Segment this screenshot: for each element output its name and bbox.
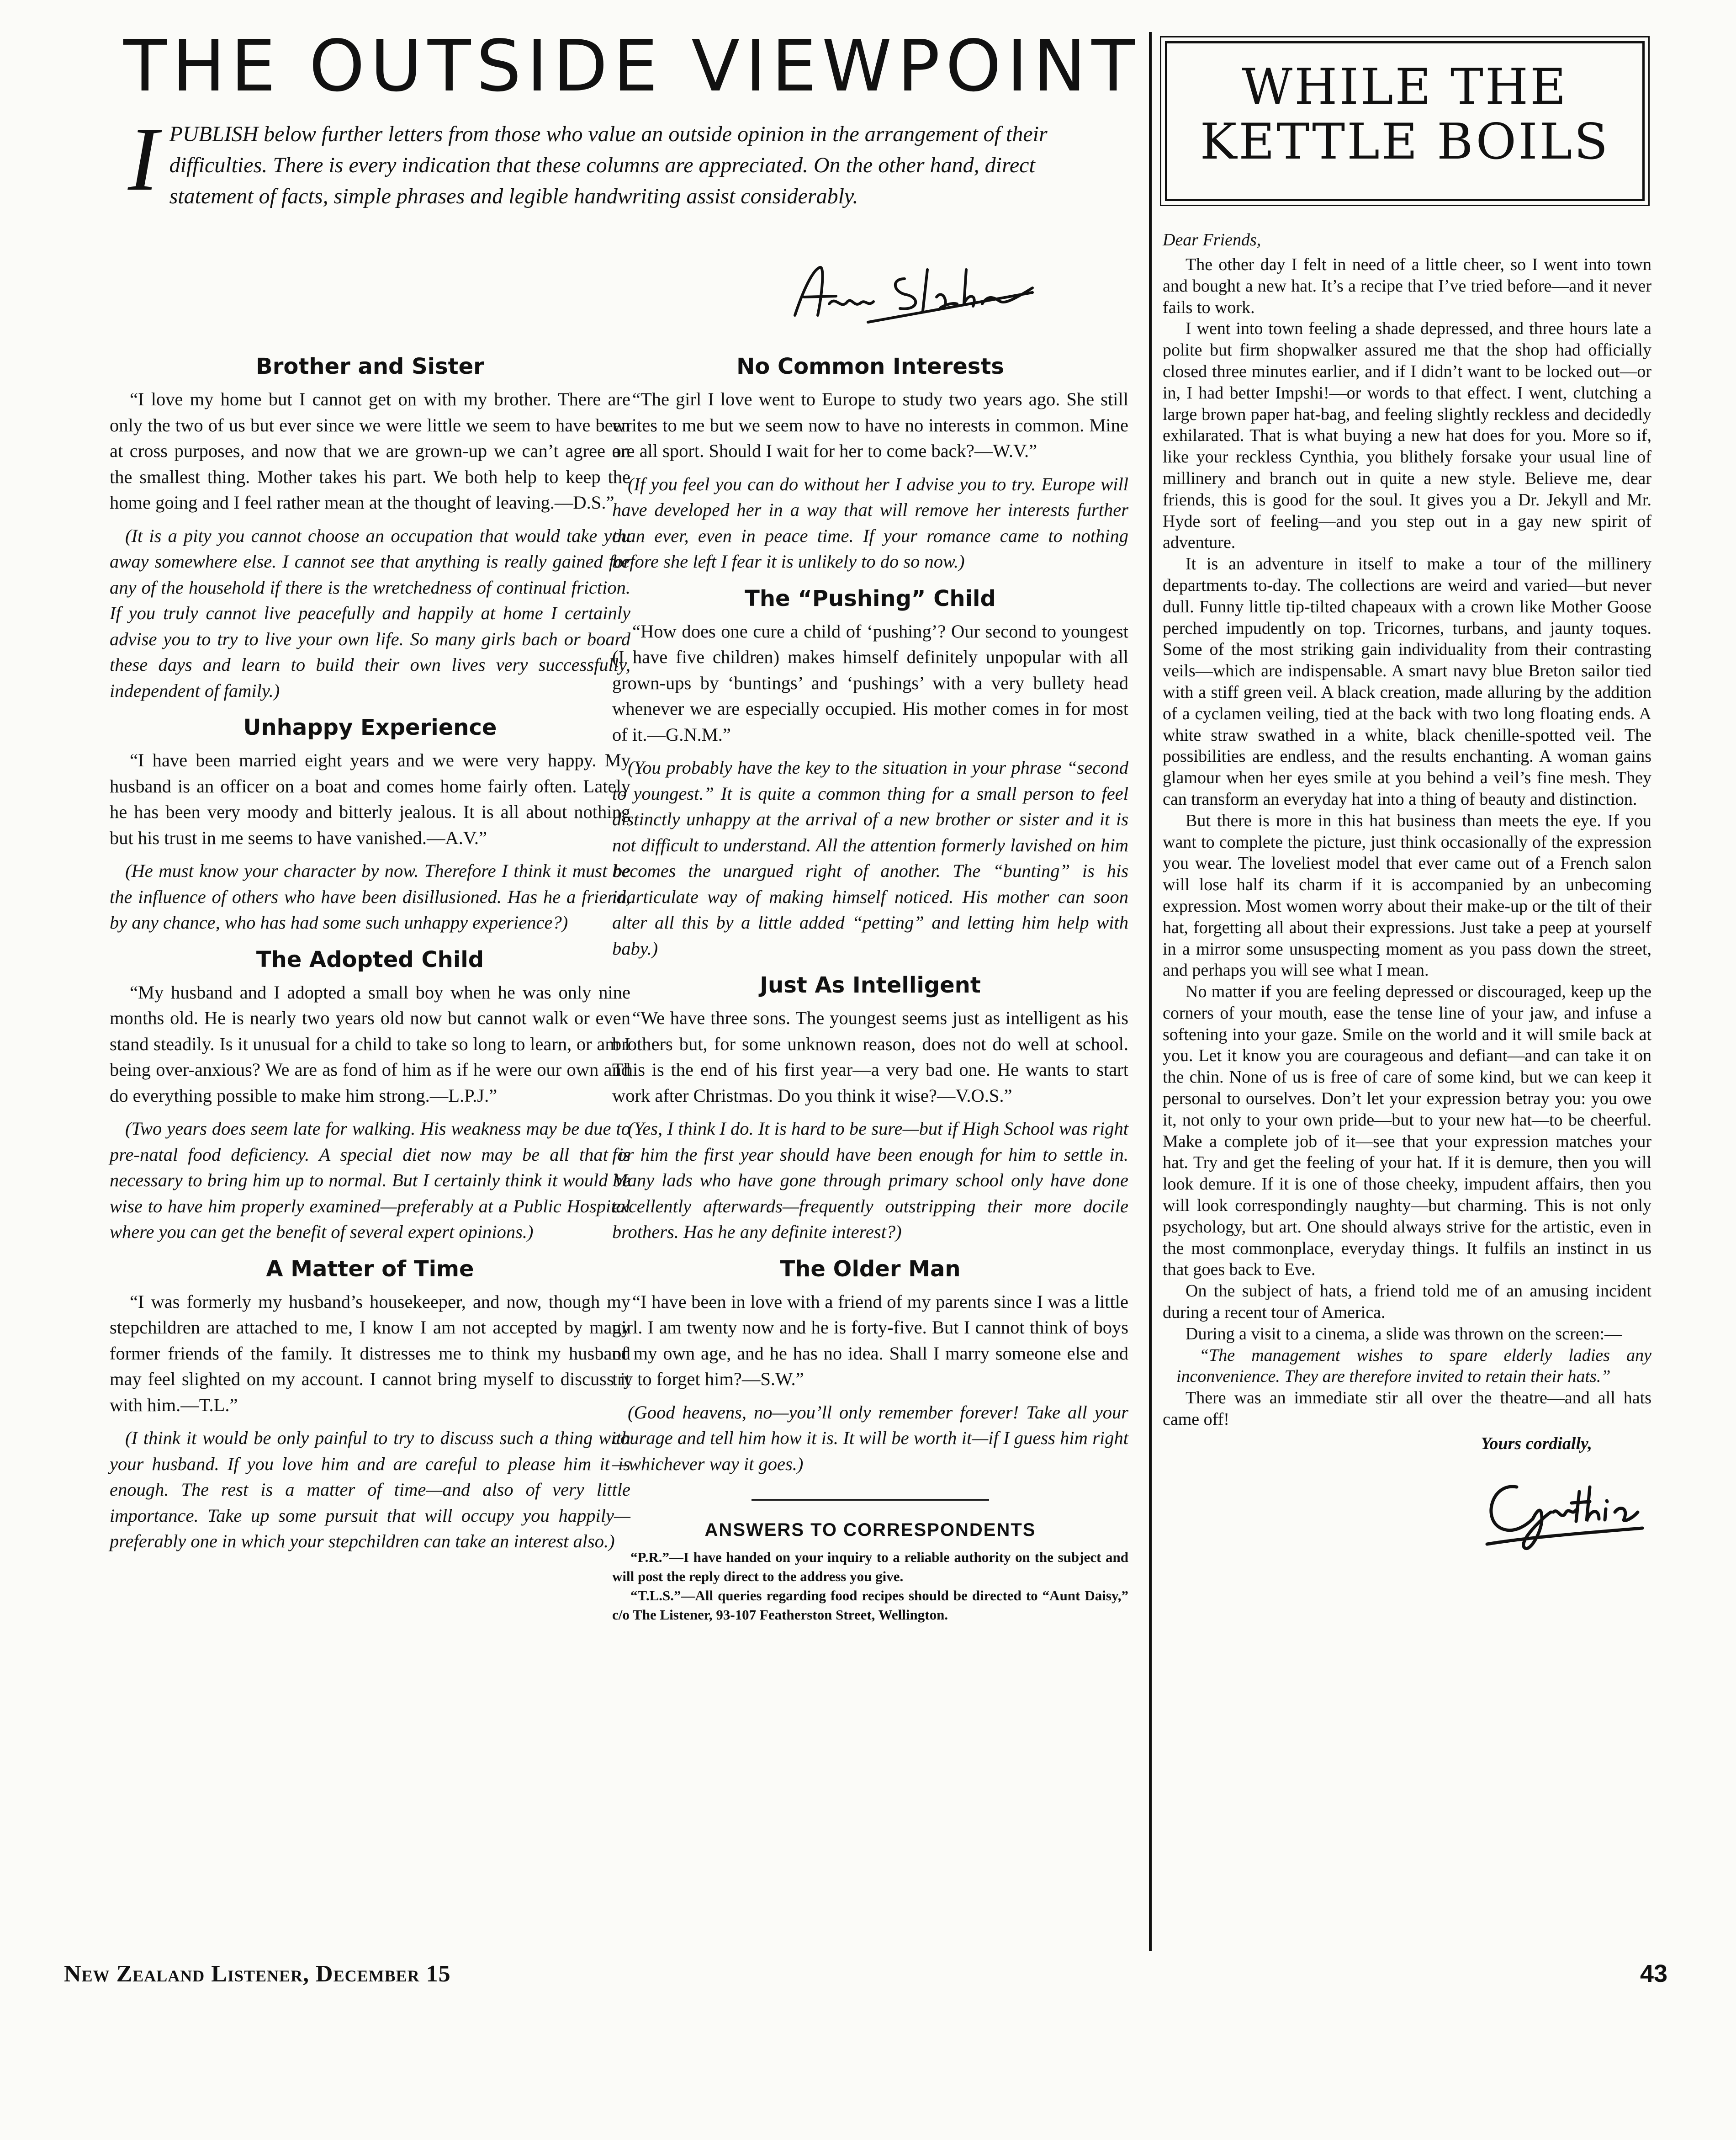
greeting: Dear Friends,	[1163, 230, 1261, 250]
letter-heading: No Common Interests	[736, 354, 1004, 379]
letter-text: “I have been married eight years and we were very happy. My husband is an officer on a boat and comes home fairly often. Lately he has been very moody and bitterly jealous. It is all about nothing but his trust in me seems to have vanished.—A.V.”	[110, 750, 630, 848]
kettle-paragraph: The other day I felt in need of a little cheer, so I went into town and bought a new hat. It’s a recipe that I’ve tried before—and it never fails to work.	[1163, 255, 1651, 317]
kettle-paragraph: I went into town feeling a shade depressed, and three hours late a polite but firm shopwalker assured me that the shop had officially closed three minutes earlier, and if I didn’t want to be locked out—or in, I had better Impshi!—or words to that effect. I went, clutching a large brown paper hat-bag, and feeling slightly reckless and decidedly exhilarated. That is what buying a new hat does for you. More so if, like your reckless Cynthia, you blithely forsake your usual line of millinery and branch out in quite a new style. Believe me, dear friends, this is good for the soul. It gives you a Dr. Jekyll and Mr. Hyde sort of feeling—and you step out in a gay new spirit of adventure.	[1163, 319, 1651, 552]
outside-viewpoint-section	[110, 23, 1140, 1965]
letter-answer: (I think it would be only painful to try to discuss such a thing with your husband. If you love him and are careful to please him it is enough. The rest is a matter of time—and also of very little importance. Take up some pursuit that will occupy you happily—preferably one in which your stepchildren can take an interest also.)	[110, 1428, 630, 1551]
letter-text: “I have been in love with a friend of my parents since I was a little girl. I am twenty now and he is forty-five. But I cannot think of boys of my own age, and he has no idea. Shall I marry someone else and try to forget him?—S.W.”	[612, 1291, 1128, 1389]
letter-text: “How does one cure a child of ‘pushing’? Our second to youngest (I have five children) makes himself definitely unpopular with all grown-ups by ‘buntings’ and ‘pushings’ with a very bullety head whenever we are especially occupied. His mother comes in for most of it.—G.N.M.”	[612, 621, 1128, 745]
letter-answer: (He must know your character by now. Therefore I think it must be the influence of others who have been disillusioned. Has he a friend, by any chance, who has had some such unhappy experience?)	[110, 860, 630, 933]
letter-heading: The Older Man	[780, 1256, 961, 1282]
letter-heading: A Matter of Time	[266, 1256, 474, 1282]
intro-text: PUBLISH below further letters from those who value an outside opinion in the arrangement of their difficulties. There is every indication that these columns are appreciated. On the other hand, direct statement of facts, simple phrases and legible handwriting assist considerably.	[169, 122, 1048, 208]
letter-text: “My husband and I adopted a small boy when he was only nine months old. He is nearly two years old now but cannot walk or even stand steadily. Is it unusual for a child to take so long to learn, or am I being over-anxious? We are as fond of him as if he were our own and do everything possible to make him strong.—L.P.J.”	[110, 982, 630, 1106]
letter-heading: Unhappy Experience	[243, 715, 497, 740]
letter-answer: (Two years does seem late for walking. His weakness may be due to pre-natal food deficiency. A special diet now may be all that is necessary to bring him up to normal. But I certainly think it would be wise to have him properly examined—preferably at a Public Hospital where you can get the benefit of several expert opinions.)	[110, 1118, 630, 1242]
kettle-title-box	[1165, 41, 1645, 201]
cynthia-signature	[1473, 1469, 1647, 1560]
kettle-title-line-2: KETTLE BOILS	[1200, 113, 1610, 170]
letter-heading: The “Pushing” Child	[745, 585, 996, 611]
letter-answer: (Good heavens, no—you’ll only remember forever! Take all your courage and tell him how it is. It will be worth it—if I guess him right—whichever way it goes.)	[612, 1402, 1128, 1474]
cinema-quote: “The management wishes to spare elderly ladies any inconvenience. They are therefore invited to retain their hats.”	[1176, 1345, 1651, 1386]
letter-text: “I love my home but I cannot get on with my brother. There are only the two of us but ever since we were little we seem to have been at cross purposes, and now that we are grown-up we can’t agree on the smallest thing. Mother takes his part. We both help to keep the home going and I feel rather mean at the thought of leaving.—D.S.”	[110, 389, 630, 513]
kettle-paragraph: During a visit to a cinema, a slide was thrown on the screen:—	[1186, 1324, 1622, 1343]
kettle-boils-section	[1163, 37, 1651, 1560]
column-divider	[1149, 32, 1152, 1951]
letter-answer: (It is a pity you cannot choose an occupation that would take you away somewhere else. I cannot see that anything is really gained for any of the household if there is the wretchedness of continual friction. If you truly cannot live peacefully and happily at home I certainly advise you to try to live your own life. So many girls bach or board these days and learn to build their own lives very successfully, independent of family.)	[110, 525, 630, 701]
page-title: THE OUTSIDE VIEWPOINT	[123, 25, 1140, 107]
letters-column-1	[110, 343, 630, 1564]
closing: Yours cordially,	[1481, 1434, 1592, 1453]
drop-cap: I	[128, 109, 159, 210]
letter-text: “I was formerly my husband’s housekeeper, and now, though my stepchildren are attached to me, I know I am not accepted by many former friends of the family. It distresses me to think my husband may feel slighted on my account. I cannot bring myself to discuss it with him.—T.L.”	[110, 1291, 630, 1415]
letter-heading: The Adopted Child	[256, 946, 484, 972]
publication-footer: New Zealand Listener, December 15	[64, 1961, 451, 1987]
letter-answer: (Yes, I think I do. It is hard to be sure—but if High School was right for him the first year should have been enough for him to settle in. Many lads who have gone through primary school only have done excellently afterwards—frequently outstripping their more docile brothers. Has he any definite interest?)	[612, 1118, 1128, 1242]
letter-answer: (You probably have the key to the situation in your phrase “second to youngest.” It is quite a common thing for a small person to feel distinctly unhappy at the arrival of a new brother or sister and it is not difficult to understand. All the attention formerly lavished on him becomes the unargued right of another. The “bunting” is his inarticulate way of making himself noticed. His mother can soon alter all this by a little added “petting” and letting him help with baby.)	[612, 757, 1128, 959]
kettle-paragraph: But there is more in this hat business than meets the eye. If you want to complete the picture, just think occasionally of the expression you wear. The loveliest model that ever came out of a French salon will lose half its charm if it is accompanied by an unbecoming expression. Most women worry about their make-up or the tilt of their hat, forgetting all about their expressions. Just take a peep at yourself in a mirror some unsuspecting moment as you pass down the street, and perhaps you will see what I mean.	[1163, 811, 1651, 980]
letter-text: “The girl I love went to Europe to study two years ago. She still writes to me but we seem now to have no interests in common. Mine are all sport. Should I wait for her to come back?—W.V.”	[612, 389, 1128, 461]
ann-slade-signature	[786, 260, 1042, 329]
kettle-title-line-1: WHILE THE	[1242, 58, 1568, 116]
letter-heading: Just As Intelligent	[760, 972, 981, 998]
kettle-paragraph: No matter if you are feeling depressed or discouraged, keep up the corners of your mouth, ease the tense line of your jaw, and infuse a softening into your gaze. Smile on the world and it will smile back at you. Let it know you are courageous and defiant—and can take it on the chin. None of us is free of care of some kind, but we can keep it personal to ourselves. Don’t let your expression betray you: you owe it, not only to your own pride—but to your new hat—to be cheerful. Make a complete job of it—see that your expression matches your hat. Try and get the feeling of your hat. If it is demure, then you will look demure. If it is one of those cheeky, impudent affairs, then you will look correspondingly naughty—but charming. This is not only psychology, but art. One should always strive for the artistic, even in the most commonplace, everyday things. It fulfils an instinct in us that goes back to Eve.	[1163, 982, 1651, 1280]
kettle-title	[1167, 60, 1642, 170]
answers-title: ANSWERS TO CORRESPONDENTS	[704, 1520, 1036, 1540]
section-rule	[752, 1499, 989, 1501]
kettle-paragraph: There was an immediate stir all over the theatre—and all hats came off!	[1163, 1388, 1651, 1429]
kettle-paragraph: It is an adventure in itself to make a tour of the millinery departments to-day. The collections are weird and varied—but never dull. Funny little tip-tilted chapeaux with a crown like Mother Goose perched impudently on top. Tricornes, turbans, and jaunty toques. Some of the most striking gain individuality from their contrasting veils—which are indispensable. A smart navy blue Breton sailor tied with a stiff green veil. A black creation, made alluring by the addition of a cyclamen veiling, tied at the back with two long floating ends. A white straw swathed in a white, black chenille-spotted veil. The possibilities are endless, and the results enchanting. A woman gains glamour when her eyes smile at you behind a veil’s fine mesh. They can transform an everyday hat into a thing of beauty and distinction.	[1163, 554, 1651, 809]
kettle-paragraph: On the subject of hats, a friend told me of an amusing incident during a recent tour of America.	[1163, 1281, 1651, 1322]
page-number: 43	[1640, 1960, 1668, 1987]
letter-heading: Brother and Sister	[256, 354, 484, 379]
answer-entry: “T.L.S.”—All queries regarding food recipes should be directed to “Aunt Daisy,” c/o The Listener, 93-107 Featherston Street, Wellington.	[612, 1587, 1128, 1623]
kettle-body	[1163, 254, 1651, 1430]
letter-text: “We have three sons. The youngest seems just as intelligent as his brothers but, for some unknown reason, does not do well at school. This is the end of his first year—a very bad one. He wants to start work after Christmas. Do you think it wise?—V.O.S.”	[612, 1008, 1128, 1106]
letters-column-2	[612, 343, 1128, 1625]
answer-entry: “P.R.”—I have handed on your inquiry to a reliable authority on the subject and will post the reply direct to the address you give.	[612, 1549, 1128, 1584]
letter-answer: (If you feel you can do without her I advise you to try. Europe will have developed her in a way that will remove her interests further than ever, even in peace time. If your romance came to nothing before she left I fear it is unlikely to do so now.)	[612, 473, 1128, 572]
intro-paragraph	[128, 109, 1078, 212]
